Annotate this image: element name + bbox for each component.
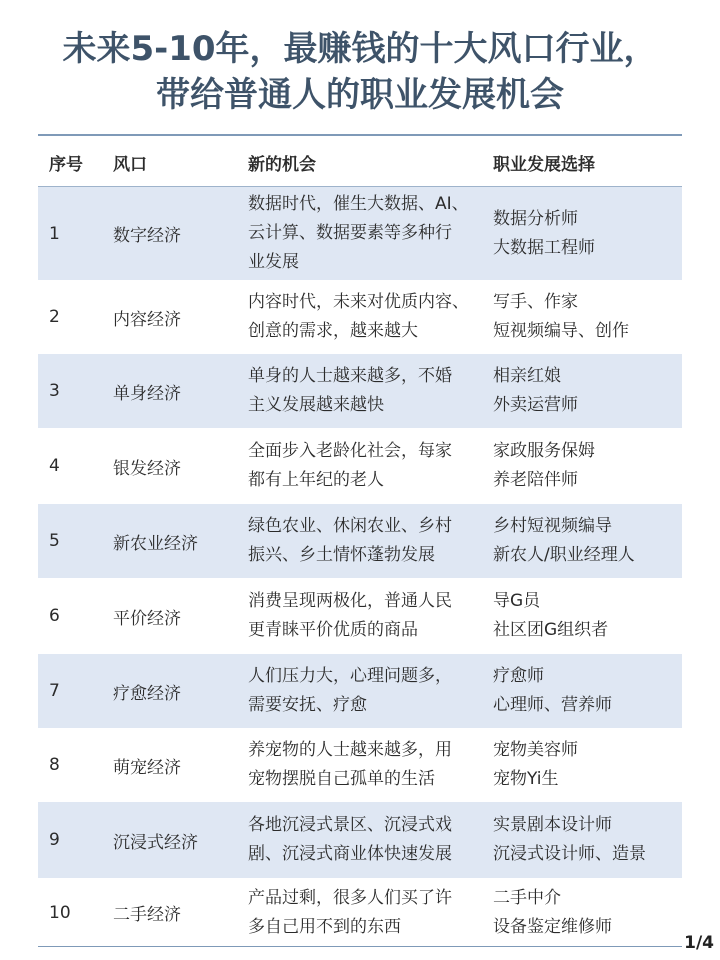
career-line: 乡村短视频编导 bbox=[493, 516, 612, 536]
opportunity-line: 宠物摆脱自己孤单的生活 bbox=[248, 769, 435, 789]
row-career bbox=[493, 654, 682, 728]
career-line: 宠物美容师 bbox=[493, 740, 578, 760]
career-line: 养老陪伴师 bbox=[493, 470, 578, 490]
career-line: 沉浸式设计师、造景 bbox=[493, 844, 646, 864]
row-number: 9 bbox=[49, 830, 60, 850]
header-career: 职业发展选择 bbox=[493, 155, 595, 175]
row-number: 7 bbox=[49, 681, 60, 701]
header-num: 序号 bbox=[49, 155, 83, 175]
opportunity-line: 全面步入老龄化社会，每家 bbox=[248, 441, 452, 461]
row-number: 6 bbox=[49, 606, 60, 626]
row-sector: 内容经济 bbox=[113, 309, 181, 330]
table-row bbox=[38, 429, 682, 503]
row-sector: 沉浸式经济 bbox=[113, 832, 198, 853]
career-line: 外卖运营师 bbox=[493, 395, 578, 415]
opportunity-line: 绿色农业、休闲农业、乡村 bbox=[248, 516, 452, 536]
row-career bbox=[493, 579, 682, 653]
row-sector: 平价经济 bbox=[113, 608, 181, 629]
table-row bbox=[38, 729, 682, 801]
opportunity-line: 养宠物的人士越来越多，用 bbox=[248, 740, 452, 760]
career-line: 导G员 bbox=[493, 591, 541, 611]
table-row bbox=[38, 802, 682, 878]
header-opportunity: 新的机会 bbox=[248, 155, 316, 175]
row-sector: 新农业经济 bbox=[113, 533, 198, 554]
row-number: 8 bbox=[49, 755, 60, 775]
career-line: 家政服务保姆 bbox=[493, 441, 595, 461]
table-row bbox=[38, 654, 682, 728]
row-opportunity bbox=[248, 187, 486, 280]
career-line: 数据分析师 bbox=[493, 208, 578, 229]
career-line: 写手、作家 bbox=[493, 292, 578, 312]
opportunity-line: 业发展 bbox=[248, 252, 299, 272]
table-row bbox=[38, 187, 682, 280]
opportunity-line: 更青睐平价优质的商品 bbox=[248, 620, 418, 640]
career-line: 社区团G组织者 bbox=[493, 620, 609, 640]
row-opportunity bbox=[248, 729, 486, 801]
row-opportunity bbox=[248, 802, 486, 878]
row-number: 4 bbox=[49, 456, 60, 476]
header-name: 风口 bbox=[113, 155, 147, 175]
career-line: 相亲红娘 bbox=[493, 366, 561, 386]
career-line: 短视频编导、创作 bbox=[493, 321, 629, 341]
row-number: 3 bbox=[49, 381, 60, 401]
career-line: 心理师、营养师 bbox=[493, 695, 612, 715]
row-number: 10 bbox=[49, 902, 71, 923]
row-sector: 数字经济 bbox=[113, 226, 181, 246]
row-opportunity bbox=[248, 354, 486, 428]
career-line: 设备鉴定维修师 bbox=[493, 916, 612, 937]
table-row bbox=[38, 504, 682, 578]
row-career bbox=[493, 879, 682, 946]
career-line: 疗愈师 bbox=[493, 666, 544, 686]
opportunity-line: 单身的人士越来越多，不婚 bbox=[248, 366, 452, 386]
career-line: 新农人/职业经理人 bbox=[493, 545, 635, 565]
opportunity-line: 内容时代，未来对优质内容、 bbox=[248, 292, 469, 312]
opportunity-line: 需要安抚、疗愈 bbox=[248, 695, 367, 715]
row-career bbox=[493, 429, 682, 503]
career-line: 宠物Yi生 bbox=[493, 769, 559, 789]
opportunity-line: 各地沉浸式景区、沉浸式戏 bbox=[248, 815, 452, 835]
opportunity-line: 剧、沉浸式商业体快速发展 bbox=[248, 844, 452, 864]
row-career bbox=[493, 729, 682, 801]
career-line: 二手中介 bbox=[493, 887, 561, 908]
row-opportunity bbox=[248, 281, 486, 353]
opportunity-line: 振兴、乡土情怀蓬勃发展 bbox=[248, 545, 435, 565]
table-row bbox=[38, 879, 682, 946]
page-indicator: 1/4 bbox=[684, 933, 714, 953]
row-opportunity bbox=[248, 579, 486, 653]
table-row bbox=[38, 281, 682, 353]
row-opportunity bbox=[248, 654, 486, 728]
row-sector: 疗愈经济 bbox=[113, 683, 181, 704]
row-opportunity bbox=[248, 429, 486, 503]
row-sector: 萌宠经济 bbox=[113, 757, 181, 778]
career-line: 实景剧本设计师 bbox=[493, 815, 612, 835]
title-line-2: 带给普通人的职业发展机会 bbox=[156, 75, 564, 115]
row-career bbox=[493, 281, 682, 353]
row-number: 2 bbox=[49, 307, 60, 327]
row-career bbox=[493, 504, 682, 578]
row-career bbox=[493, 802, 682, 878]
table-row bbox=[38, 579, 682, 653]
opportunity-line: 数据时代，催生大数据、AI、 bbox=[248, 194, 469, 214]
row-opportunity bbox=[248, 879, 486, 946]
career-line: 大数据工程师 bbox=[493, 237, 595, 258]
table-row bbox=[38, 354, 682, 428]
opportunity-line: 云计算、数据要素等多种行 bbox=[248, 223, 452, 243]
row-sector: 单身经济 bbox=[113, 383, 181, 404]
opportunity-line: 人们压力大，心理问题多， bbox=[248, 666, 452, 686]
row-sector: 银发经济 bbox=[113, 458, 181, 479]
opportunity-line: 主义发展越来越快 bbox=[248, 395, 384, 415]
table-header bbox=[38, 136, 682, 187]
table-bottom-rule bbox=[38, 946, 682, 947]
opportunity-line: 都有上年纪的老人 bbox=[248, 470, 384, 490]
row-number: 1 bbox=[49, 223, 60, 244]
row-career bbox=[493, 354, 682, 428]
row-career bbox=[493, 187, 682, 280]
opportunity-line: 创意的需求，越来越大 bbox=[248, 321, 418, 341]
opportunity-line: 消费呈现两极化，普通人民 bbox=[248, 591, 452, 611]
row-number: 5 bbox=[49, 531, 60, 551]
page-title bbox=[0, 26, 720, 118]
row-sector: 二手经济 bbox=[113, 905, 181, 925]
opportunity-line: 多自己用不到的东西 bbox=[248, 916, 401, 937]
title-line-1: 未来5-10年，最赚钱的十大风口行业， bbox=[62, 29, 658, 69]
opportunity-line: 产品过剩，很多人们买了许 bbox=[248, 887, 452, 908]
row-opportunity bbox=[248, 504, 486, 578]
